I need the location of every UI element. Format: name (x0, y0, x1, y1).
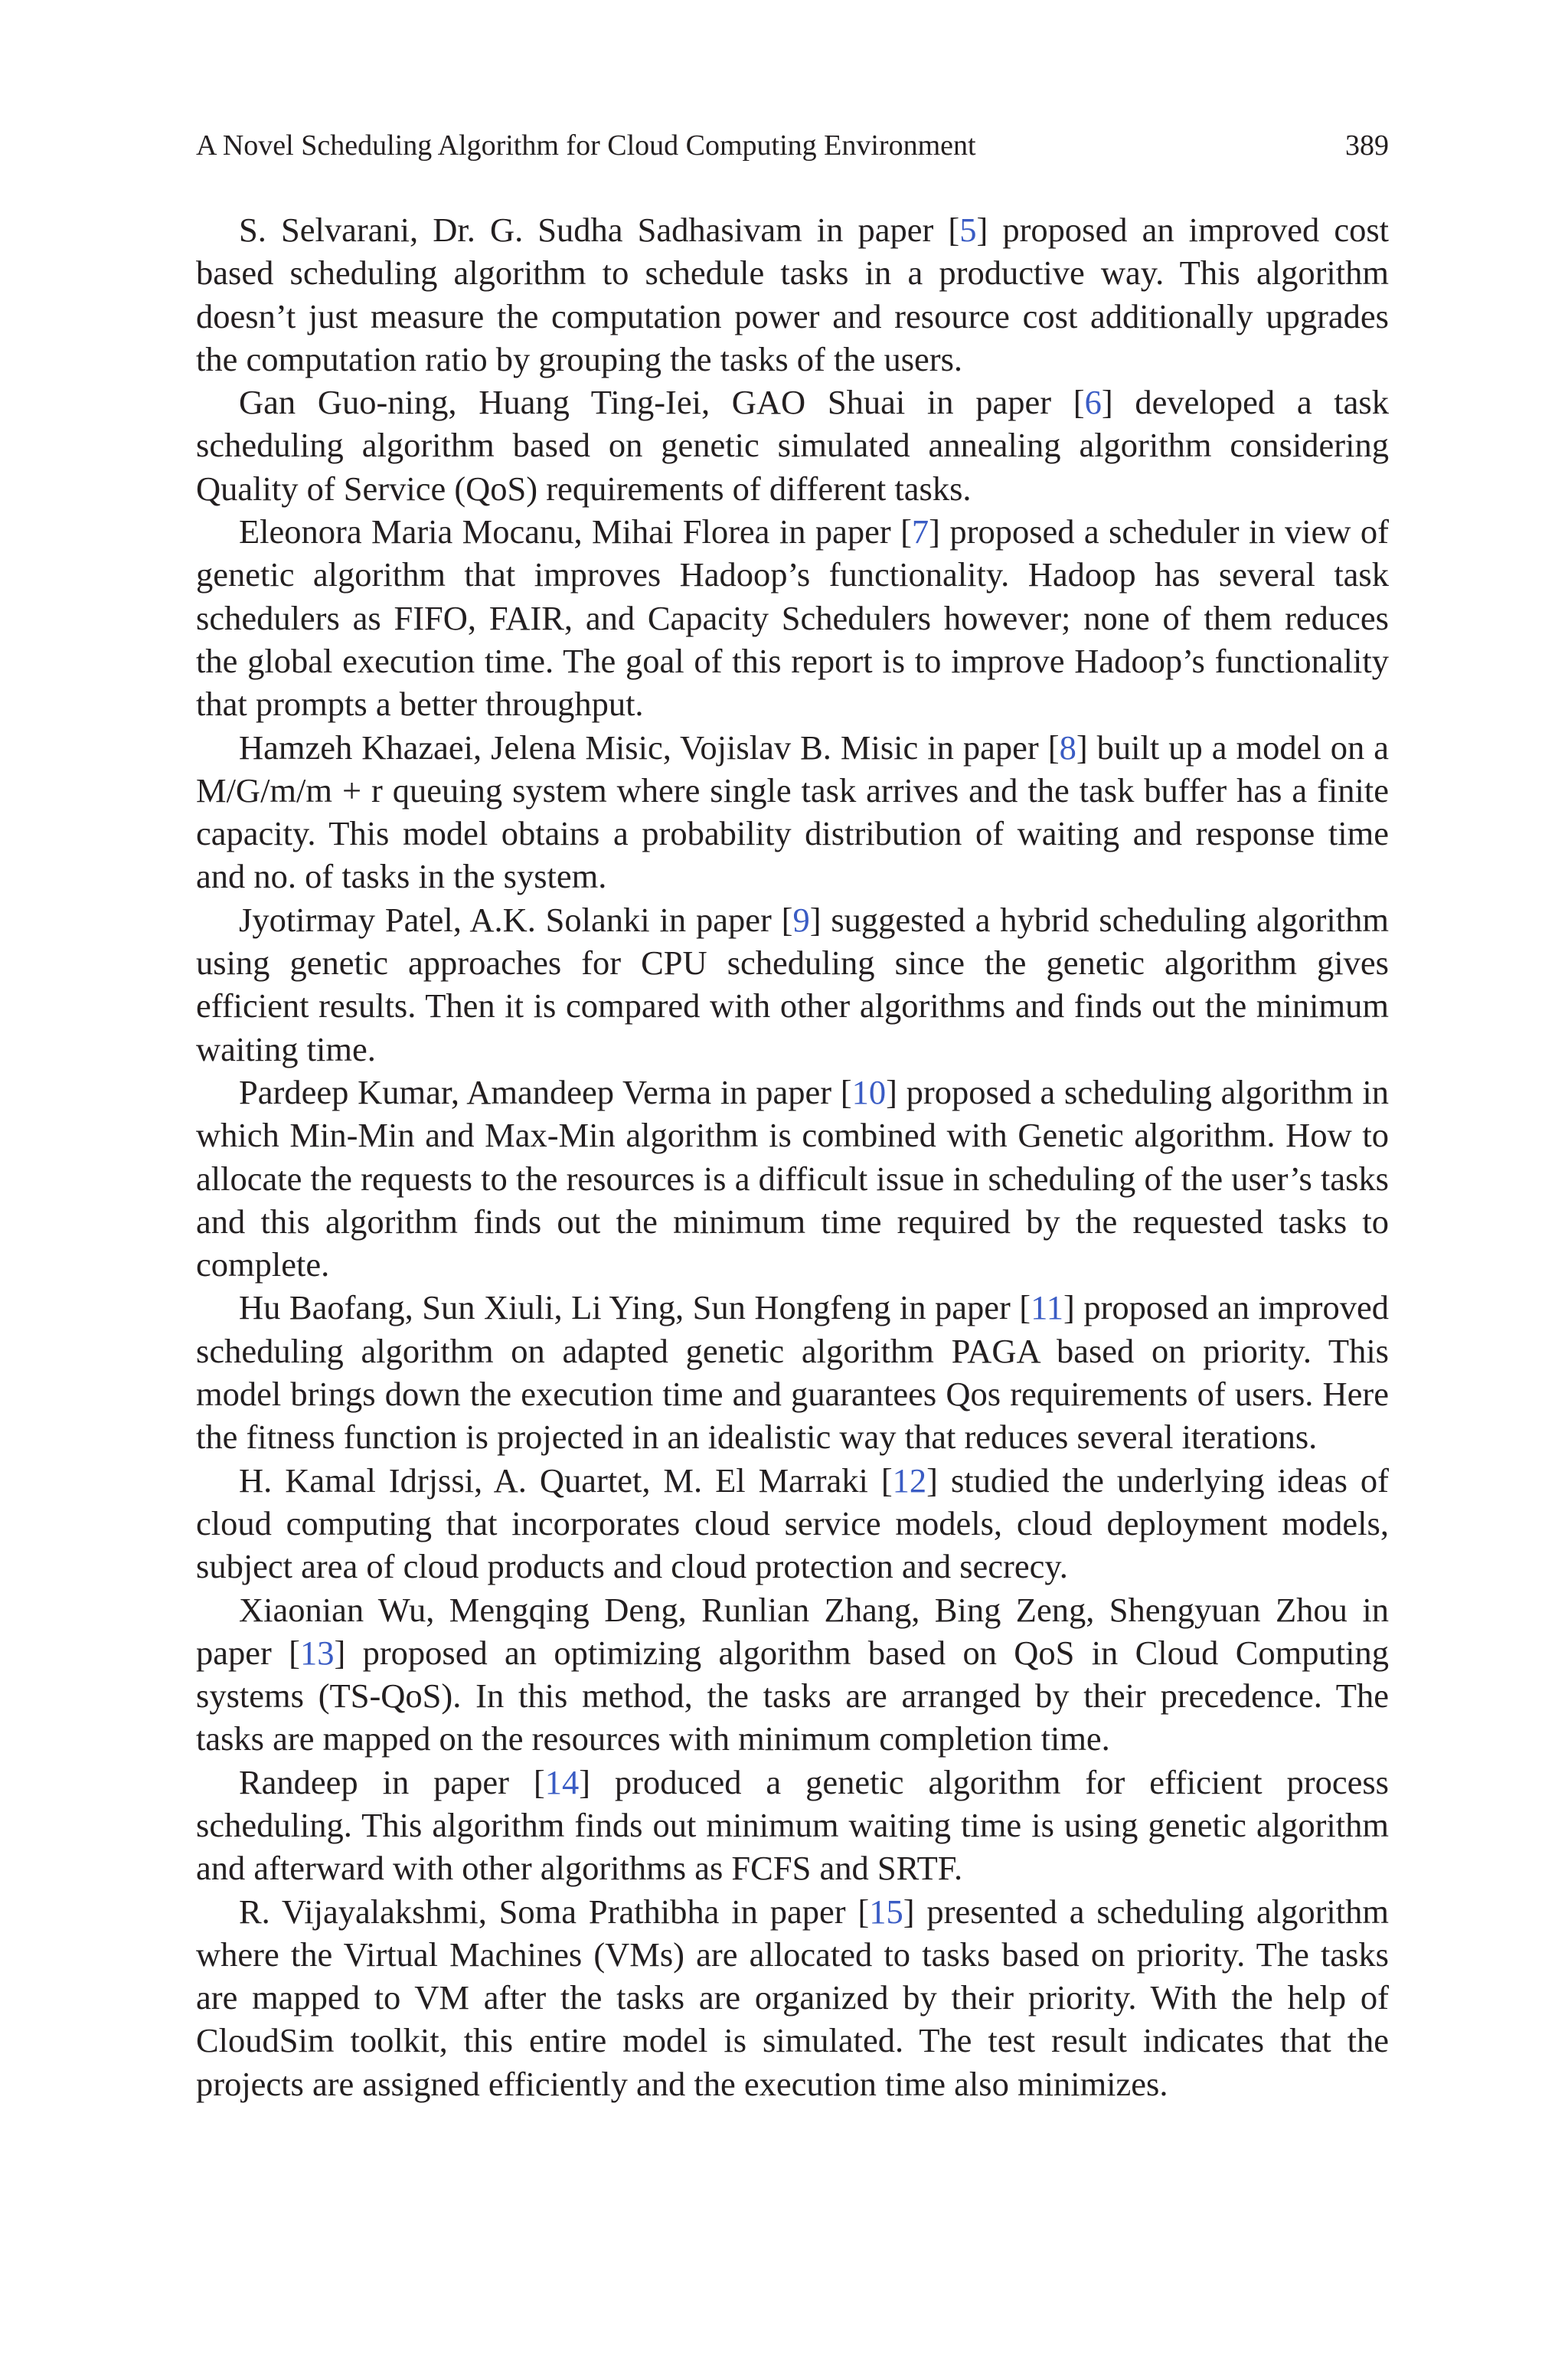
paragraph-text: Pardeep Kumar, Amandeep Verma in paper [ (239, 1072, 852, 1111)
citation-link[interactable]: 6 (1084, 383, 1102, 422)
citation-link[interactable]: 9 (792, 900, 810, 939)
page-number: 389 (1345, 129, 1389, 162)
paragraph-ref-6 (196, 381, 1389, 510)
paragraph-text: S. Selvarani, Dr. G. Sudha Sadhasivam in paper [ (239, 211, 960, 249)
paragraph-ref-8 (196, 726, 1389, 898)
paragraph-text: ] proposed an improved cost based scheduling algorithm to schedule tasks in a productive way. This algorithm doesn’t just measure the computation power and resource cost additionally upgrades the computation ratio by grouping the tasks of the users. (196, 211, 1389, 378)
running-head (196, 123, 1389, 168)
paragraph-text: Eleonora Maria Mocanu, Mihai Florea in paper [ (239, 512, 912, 551)
paragraph-text: Randeep in paper [ (239, 1762, 545, 1801)
paragraph-text: H. Kamal Idrjssi, A. Quartet, M. El Marraki [ (239, 1460, 893, 1500)
paragraph-text: ] proposed a scheduling algorithm in which Min-Min and Max-Min algorithm is combined with Genetic algorithm. How to allocate the requests to the resources is a difficult issue in scheduling of the user’s tasks and this algorithm finds out the minimum time required by the requested tasks to complete. (196, 1072, 1389, 1284)
paragraph-text: ] proposed a scheduler in view of genetic algorithm that improves Hadoop’s functionality. Hadoop has several task schedulers as FIFO, FAIR, and Capacity Schedulers however; none of them reduces the global execution time. The goal of this report is to improve Hadoop’s functionality that prompts a better throughput. (196, 512, 1389, 724)
paragraph-text: ] produced a genetic algorithm for efficient process scheduling. This algorithm finds out minimum waiting time is using genetic algorithm and afterward with other algorithms as FCFS and SRTF. (196, 1762, 1389, 1888)
paragraph-text: ] built up a model on a M/G/m/m + r queuing system where single task arrives and the task buffer has a finite capacity. This model obtains a probability distribution of waiting and response time and no. of tasks in the system. (196, 728, 1389, 896)
citation-link[interactable]: 11 (1031, 1288, 1063, 1327)
body-text (196, 208, 1389, 2105)
citation-link[interactable]: 7 (911, 512, 929, 551)
citation-link[interactable]: 13 (299, 1633, 335, 1672)
paragraph-ref-11 (196, 1286, 1389, 1458)
citation-link[interactable]: 10 (851, 1072, 887, 1111)
paragraph-ref-13 (196, 1588, 1389, 1761)
paragraph-text: Hamzeh Khazaei, Jelena Misic, Vojislav B. Misic in paper [ (239, 728, 1060, 767)
running-title: A Novel Scheduling Algorithm for Cloud Computing Environment (196, 129, 976, 162)
paragraph-text: ] suggested a hybrid scheduling algorithm using genetic approaches for CPU scheduling since the genetic algorithm gives efficient results. Then it is compared with other algorithms and finds out the minimum waiting time. (196, 900, 1389, 1068)
paragraph-text: ] developed a task scheduling algorithm based on genetic simulated annealing algorithm considering Quality of Service (QoS) requirements of different tasks. (196, 383, 1389, 508)
paragraph-ref-12 (196, 1459, 1389, 1588)
paragraph-text: R. Vijayalakshmi, Soma Prathibha in paper [ (239, 1892, 870, 1931)
paragraph-text: ] studied the underlying ideas of cloud computing that incorporates cloud service models, cloud deployment models, subject area of cloud products and cloud protection and secrecy. (196, 1460, 1389, 1586)
paragraph-ref-14 (196, 1761, 1389, 1890)
paragraph-ref-7 (196, 510, 1389, 725)
paragraph-ref-10 (196, 1071, 1389, 1286)
citation-link[interactable]: 12 (892, 1460, 927, 1500)
paragraph-text: Jyotirmay Patel, A.K. Solanki in paper [ (239, 900, 793, 939)
paragraph-text: ] proposed an optimizing algorithm based on QoS in Cloud Computing systems (TS-QoS). In this method, the tasks are arranged by their precedence. The tasks are mapped on the resources with minimum completion time. (196, 1633, 1389, 1758)
paragraph-ref-5 (196, 208, 1389, 381)
citation-link[interactable]: 5 (959, 211, 977, 249)
paragraph-text: ] proposed an improved scheduling algorithm on adapted genetic algorithm PAGA based on priority. This model brings down the execution time and guarantees Qos requirements of users. Here the fitness function is projected in an idealistic way that reduces several iterations. (196, 1288, 1390, 1457)
citation-link[interactable]: 8 (1059, 728, 1076, 767)
citation-link[interactable]: 14 (544, 1762, 580, 1801)
paragraph-text: Hu Baofang, Sun Xiuli, Li Ying, Sun Hongfeng in paper [ (239, 1288, 1031, 1327)
paragraph-text: Gan Guo-ning, Huang Ting-Iei, GAO Shuai in paper [ (239, 383, 1085, 422)
paragraph-text: ] presented a scheduling algorithm where the Virtual Machines (VMs) are allocated to tasks based on priority. The tasks are mapped to VM after the tasks are organized by their priority. With the help of CloudSim toolkit, this entire model is simulated. The test result indicates that the projects are assigned efficiently and the execution time also minimizes. (196, 1892, 1389, 2103)
paragraph-ref-15 (196, 1890, 1389, 2105)
citation-link[interactable]: 15 (869, 1892, 903, 1931)
paragraph-text: Xiaonian Wu, Mengqing Deng, Runlian Zhang, Bing Zeng, Shengyuan Zhou in paper [ (196, 1590, 1389, 1672)
paragraph-ref-9 (196, 898, 1389, 1071)
